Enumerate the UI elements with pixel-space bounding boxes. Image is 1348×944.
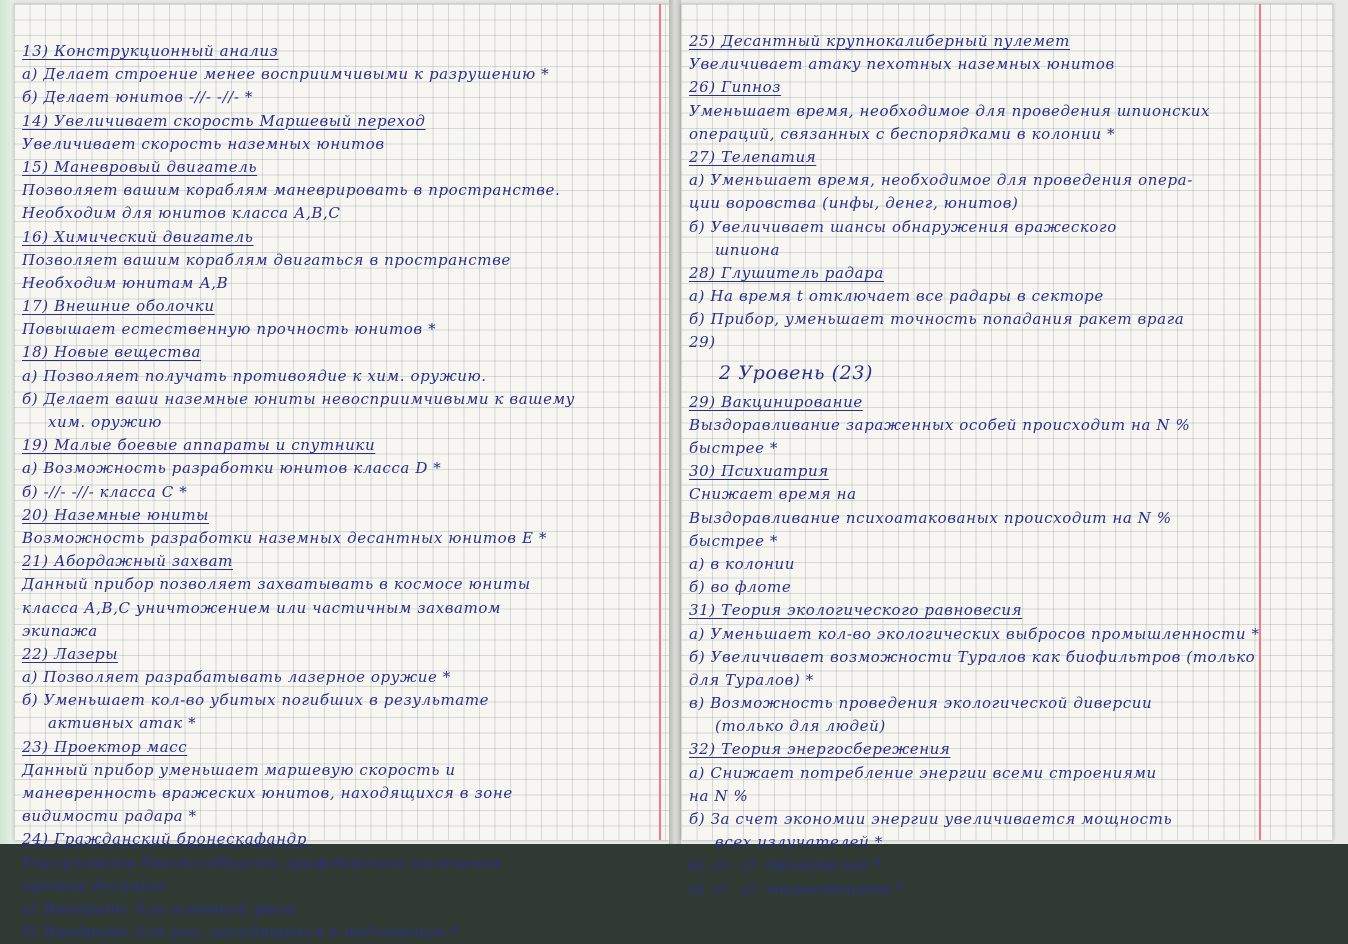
text-line: а) Делает строение менее восприимчивыми к разрушению * <box>22 65 550 84</box>
text-line: а) На время t отключает все радары в секторе <box>689 287 1104 306</box>
left-page <box>14 4 669 942</box>
text-line: Необходим юнитам А,В <box>22 273 229 292</box>
text-line: ции воровства (инфы, денег, юнитов) <box>689 194 1019 213</box>
section-heading: 28) Глушитель радара <box>689 263 884 282</box>
section-heading: 32) Теория энергосбережения <box>689 740 951 759</box>
text-line: а) Уменьшает время, необходимое для проведения опера- <box>689 171 1193 190</box>
text-line: а) Позволяет получать противоядие к хим. оружию. <box>22 366 487 385</box>
text-line: Увеличивает боеспособность гражданского населения <box>22 853 503 872</box>
text-line: б) Уменьшает кол-во убитых погибших в результате <box>22 691 490 710</box>
text-line: а) Уменьшает кол-во экологических выбросов промышленности * <box>689 624 1260 643</box>
notebook-binding <box>669 0 681 844</box>
text-line: Снижает время на <box>689 485 857 504</box>
text-line: г) -//- -//- энергоюнитов * <box>689 879 904 898</box>
text-line: Выздоравливание психоатакованых происходит на N % <box>689 508 1172 527</box>
text-line: (только для людей) <box>715 717 886 736</box>
text-line: Выздоравливание зараженных особей происходит на N % <box>689 415 1191 434</box>
section-heading: 16) Химический двигатель <box>22 227 254 246</box>
section-heading: 26) Гипноз <box>689 78 782 97</box>
text-line: класса А,В,С уничтожением или частичным захватом <box>22 598 502 617</box>
text-line: экипажа <box>22 621 98 640</box>
text-line: операций, связанных с беспорядками в колонии * <box>689 124 1116 143</box>
text-line: активных атак * <box>48 714 197 733</box>
text-line: Увеличивает скорость наземных юнитов <box>22 134 385 153</box>
section-heading: 13) Конструкционный анализ <box>22 42 279 60</box>
right-page <box>681 4 1333 898</box>
section-heading: 14) Увеличивает скорость Маршевый переход <box>22 111 426 130</box>
left-page-text <box>22 40 665 944</box>
text-line: шпиона <box>715 240 780 259</box>
section-heading: 20) Наземные юниты <box>22 505 209 524</box>
section-heading: 23) Проектор масс <box>22 737 188 756</box>
text-line: а) Снижает потребление энергии всеми строениями <box>689 763 1157 782</box>
text-line: б) Прибор, уменьшает точность попадания ракет врага <box>689 310 1185 329</box>
text-line: а) Возможность разработки юнитов класса D * <box>22 459 442 478</box>
section-heading: 17) Внешние оболочки <box>22 297 215 316</box>
section-heading: 25) Десантный крупнокалиберный пулемет <box>689 32 1070 50</box>
text-line: б) Делает юнитов -//- -//- * <box>22 88 254 107</box>
text-line: Необходим для юнитов класса А,В,С <box>22 204 341 223</box>
text-line: б) За счет экономии энергии увеличивается мощность <box>689 810 1173 828</box>
text-line: против десанта <box>22 876 165 895</box>
text-line: а) Позволяет разрабатывать лазерное оружие * <box>22 668 451 687</box>
level-heading: 2 Уровень (23) <box>719 361 874 384</box>
right-page-text <box>689 30 1329 901</box>
section-heading: 15) Маневровый двигатель <box>22 157 258 176</box>
section-heading: 21) Абордажный захват <box>22 552 233 571</box>
text-line: на N % <box>689 786 749 805</box>
text-line: Данный прибор уменьшает маршевую скорость и <box>22 760 456 779</box>
section-heading: 19) Малые боевые аппараты и спутники <box>22 436 376 455</box>
text-line: б) -//- -//- класса С * <box>22 482 188 501</box>
section-heading: 24) Гражданский бронескафандр <box>22 830 307 849</box>
text-line: а) в колонии <box>689 554 796 573</box>
section-heading: 31) Теория экологического равновесия <box>689 601 1023 620</box>
text-line: б) Увеличивает возможности Туралов как биофильтров (только <box>689 647 1256 666</box>
text-line: Увеличивает атаку пехотных наземных юнитов <box>689 55 1115 74</box>
section-heading: 29) Вакцинирование <box>689 392 863 411</box>
text-line: в) -//- -//- двигателей * <box>689 856 882 875</box>
text-line: в) Возможность проведения экологической диверсии <box>689 694 1153 713</box>
text-line: Позволяет вашим кораблям маневрировать в пространстве. <box>22 181 561 200</box>
text-line: быстрее * <box>689 531 779 550</box>
text-line: маневренность вражеских юнитов, находящихся в зоне <box>22 784 513 802</box>
text-line: Возможность разработки наземных десантных юнитов Е * <box>22 528 548 547</box>
text-line: Уменьшает время, необходимое для проведения шпионских <box>689 101 1211 120</box>
text-line: хим. оружию <box>48 413 162 431</box>
section-heading: 18) Новые вещества <box>22 343 202 362</box>
text-line: Позволяет вашим кораблям двигаться в пространстве <box>22 250 511 269</box>
text-line: б) Делает ваши наземные юниты невосприимчивыми к вашему <box>22 389 575 408</box>
text-line: б) Внедрить для рас, находящихся в подчинении * <box>22 923 459 942</box>
section-heading: 27) Телепатия <box>689 147 817 166</box>
text-line: быстрее * <box>689 439 779 457</box>
section-heading: 22) Лазеры <box>22 644 119 663</box>
text-line: Данный прибор позволяет захватывать в космосе юниты <box>22 575 531 594</box>
section-heading: 30) Психиатрия <box>689 462 829 481</box>
text-line: 29) <box>689 333 716 352</box>
text-line: а) Внедрить для основной расы <box>22 899 297 918</box>
text-line: всех излучателей * <box>715 833 883 852</box>
notebook-edge <box>0 0 14 844</box>
text-line: Повышает естественную прочность юнитов * <box>22 320 437 339</box>
text-line: б) во флоте <box>689 578 792 597</box>
text-line: для Туралов) * <box>689 670 814 689</box>
text-line: б) Увеличивает шансы обнаружения вражеского <box>689 217 1117 236</box>
text-line: видимости радара * <box>22 807 197 826</box>
